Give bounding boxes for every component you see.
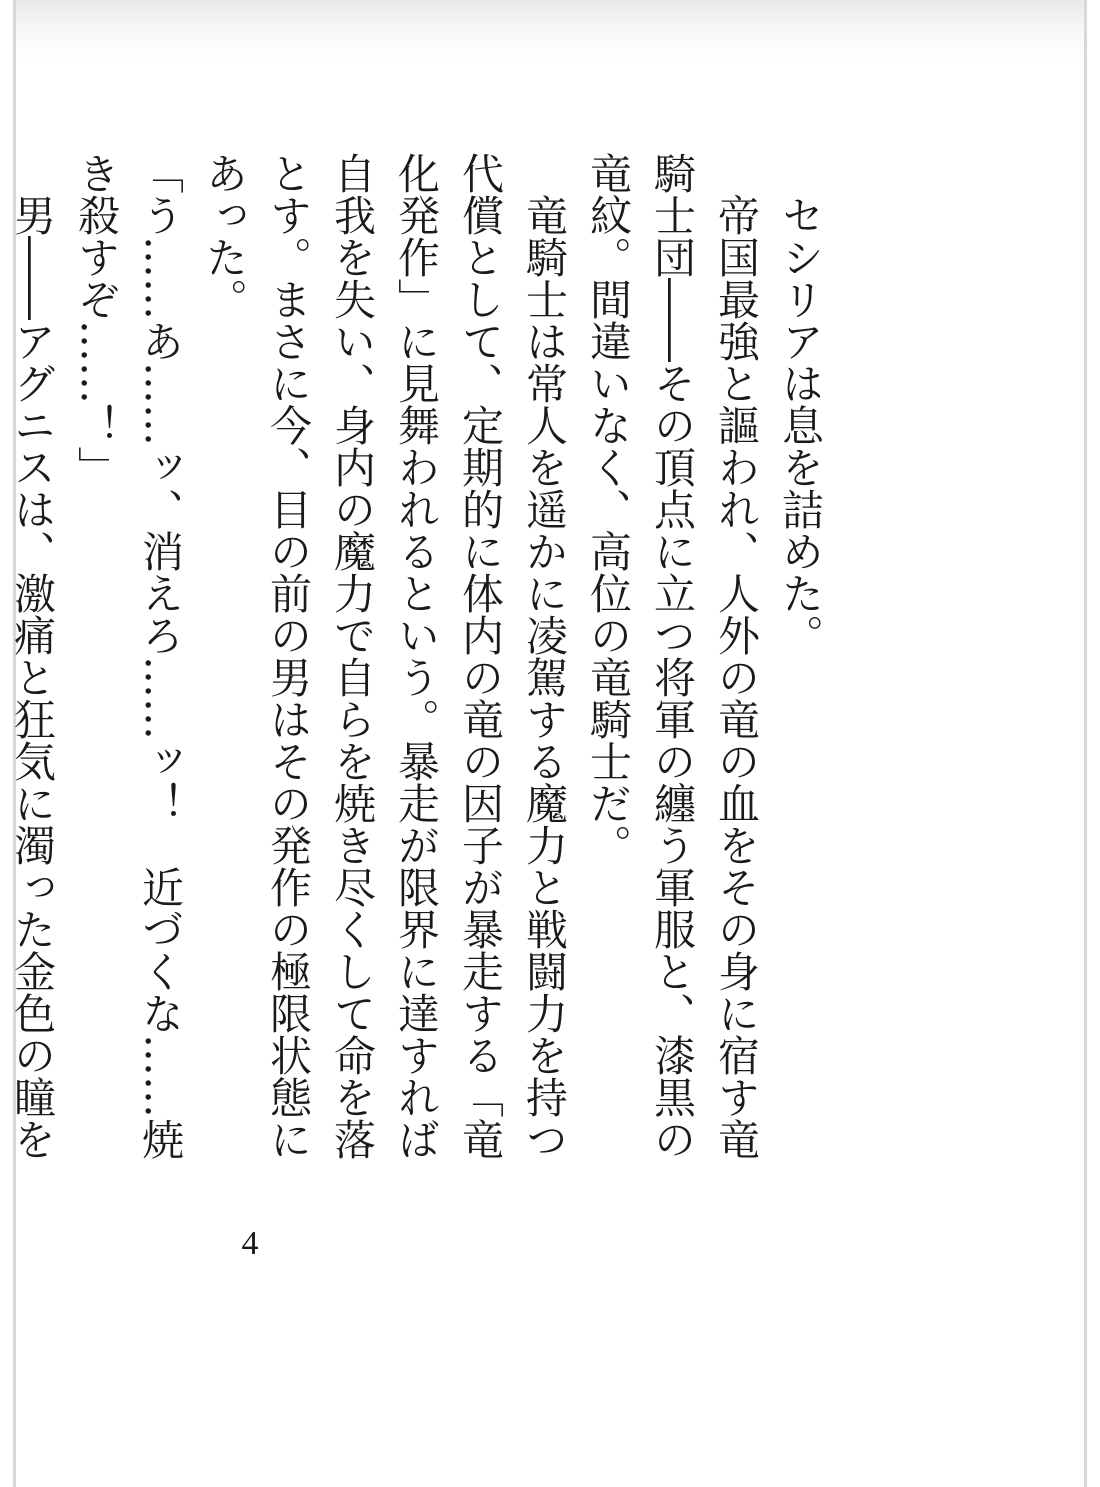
- dialogue-line: 「う……あ……ッ、消えろ……ッ！ 近づくな……焼き殺すぞ……！」: [72, 152, 185, 1160]
- paragraph: セシリアは息を詰めた。: [776, 194, 825, 656]
- paragraph: 男――アグニスは、激痛と狂気に濁った金色の瞳を: [8, 194, 57, 1160]
- paragraph: 竜騎士は常人を遥かに凌駕する魔力と戦闘力を持つ代償として、定期的に体内の竜の因子が暴走する「竜化発作」に見舞われるという。暴走が限界に達すれば自我を失い、身内の魔力で自らを焼き尽くして命を落とす。まさに今、目の前の男はその発作の極限状態にあった。: [200, 152, 569, 1160]
- page-number: 4: [241, 1225, 259, 1262]
- page-right-edge: [1084, 0, 1087, 1487]
- paragraph: 帝国最強と謳われ、人外の竜の血をその身に宿す竜騎士団――その頂点に立つ将軍の纏う軍服と、漆黒の竜紋。間違いなく、高位の竜騎士だ。: [584, 152, 761, 1160]
- vertical-text-body: [8, 152, 832, 1162]
- page-top-shadow: [13, 0, 1087, 60]
